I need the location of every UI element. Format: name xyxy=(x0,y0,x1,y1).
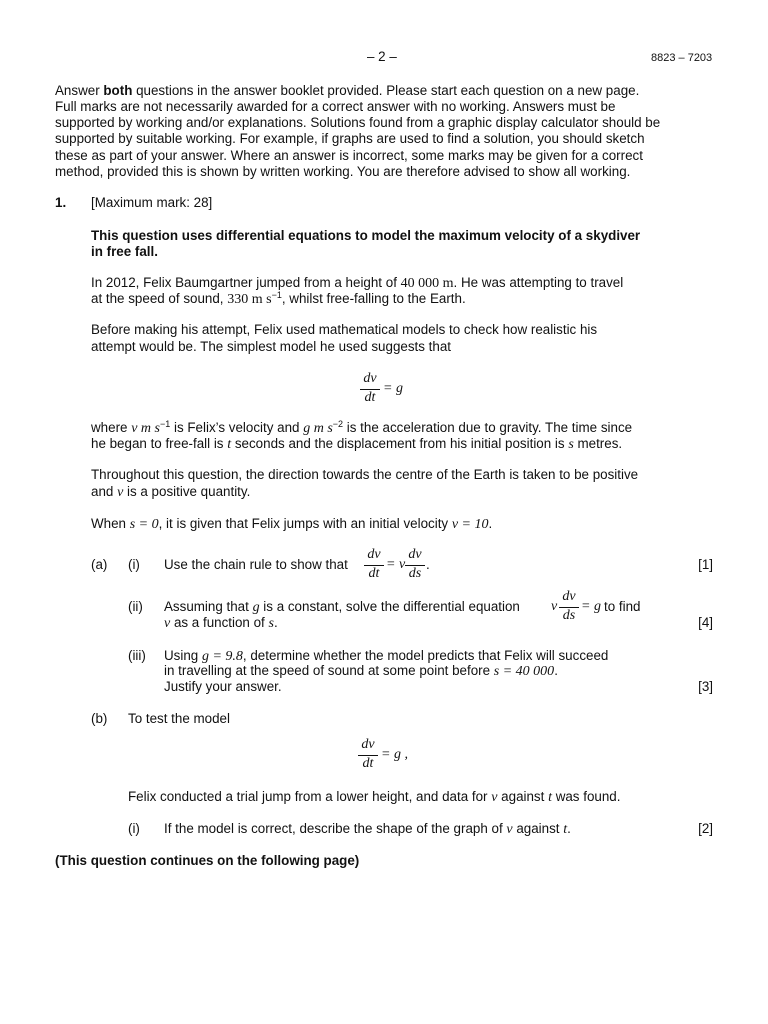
part-a-ii-line-2: v as a function of s. xyxy=(164,615,278,631)
part-b-equation-fraction: dv dt xyxy=(358,738,378,774)
mark-a-iii: [3] xyxy=(698,679,713,694)
mark-b-i: [2] xyxy=(698,821,713,836)
part-b-i-label: (i) xyxy=(128,821,140,836)
max-mark: [Maximum mark: 28] xyxy=(91,195,213,210)
part-a-i-text: Use the chain rule to show that xyxy=(164,557,348,572)
part-a-iii-line-2: in travelling at the speed of sound at some point before s = 40 000. xyxy=(164,663,558,679)
part-a-ii-text: Assuming that g is a constant, solve the differential equation xyxy=(164,599,520,615)
part-b-label: (b) xyxy=(91,711,108,726)
para-5: When s = 0, it is given that Felix jumps with an initial velocity v = 10. xyxy=(91,516,493,532)
a-ii-v: v xyxy=(551,599,558,614)
mark-a-i: [1] xyxy=(698,557,713,572)
para-1-line-1: In 2012, Felix Baumgartner jumped from a height of 40 000 m. He was attempting to travel xyxy=(91,275,624,291)
question-intro-bold-2: in free fall. xyxy=(91,244,158,259)
question-number: 1. xyxy=(55,195,67,210)
mark-a-ii: [4] xyxy=(698,615,713,630)
paper-code: 8823 – 7203 xyxy=(651,52,713,64)
para-4-line-1: Throughout this question, the direction towards the centre of the Earth is taken to be positive xyxy=(91,467,639,482)
a-i-rhs-fraction: dv ds xyxy=(405,548,425,584)
para-1-line-2: at the speed of sound, 330 m $s^{-1}$, whilst free-falling to the Earth. xyxy=(91,290,466,307)
part-a-iii-line-3: Justify your answer. xyxy=(164,679,282,694)
para-3-line-2: he began to free-fall is t seconds and the displacement from his initial position is s metres. xyxy=(91,436,623,452)
part-a-label: (a) xyxy=(91,557,108,572)
para-3-line-1: where v m $s^{-1}$ is Felix’s velocity and g m $s^{-2}$ is the acceleration due to gravity. The time since xyxy=(91,419,633,436)
para-4-line-2: and v is a positive quantity. xyxy=(91,484,251,500)
intro-line-2: Full marks are not necessarily awarded for a correct answer with no working. Answers must be xyxy=(55,99,616,114)
part-b-i-text: If the model is correct, describe the shape of the graph of v against t. xyxy=(164,821,571,837)
a-ii-fraction: dv ds xyxy=(559,590,579,626)
a-i-equals-v: = v xyxy=(386,557,406,572)
part-b-intro: To test the model xyxy=(128,711,230,726)
part-a-iii-label: (iii) xyxy=(128,648,146,663)
part-a-iii-line-1: Using g = 9.8, determine whether the model predicts that Felix will succeed xyxy=(164,648,609,664)
continues-footer: (This question continues on the following page) xyxy=(55,853,360,868)
para-2-line-1: Before making his attempt, Felix used mathematical models to check how realistic his xyxy=(91,322,598,337)
part-b-equation-rhs: = g , xyxy=(381,747,408,762)
a-ii-to-find: to find xyxy=(604,599,641,614)
equation-rhs-g: = g xyxy=(383,381,403,396)
equation-dv-dt: dv dt xyxy=(360,372,380,408)
a-ii-equals-g: = g xyxy=(581,599,601,614)
a-i-lhs-fraction: dv dt xyxy=(364,548,384,584)
a-i-end: . xyxy=(426,557,430,572)
page-number: – 2 – xyxy=(367,49,397,64)
part-a-ii-label: (ii) xyxy=(128,599,143,614)
para-2-line-2: attempt would be. The simplest model he used suggests that xyxy=(91,339,452,354)
intro-line-6: method, provided this is shown by written working. You are therefore advised to show all working. xyxy=(55,164,631,179)
intro-line-4: supported by suitable working. For example, if graphs are used to find a solution, you should sketch xyxy=(55,131,645,146)
question-intro-bold-1: This question uses differential equations to model the maximum velocity of a skydiver xyxy=(91,228,641,243)
intro-line-5: these as part of your answer. Where an answer is incorrect, some marks may be given for a correct xyxy=(55,148,643,163)
part-a-i-label: (i) xyxy=(128,557,140,572)
intro-line-1: Answer both questions in the answer booklet provided. Please start each question on a new page. xyxy=(55,83,640,98)
intro-line-3: supported by working and/or explanations. Solutions found from a graphic display calculator should be xyxy=(55,115,661,130)
part-b-trial: Felix conducted a trial jump from a lower height, and data for v against t was found. xyxy=(128,789,621,805)
